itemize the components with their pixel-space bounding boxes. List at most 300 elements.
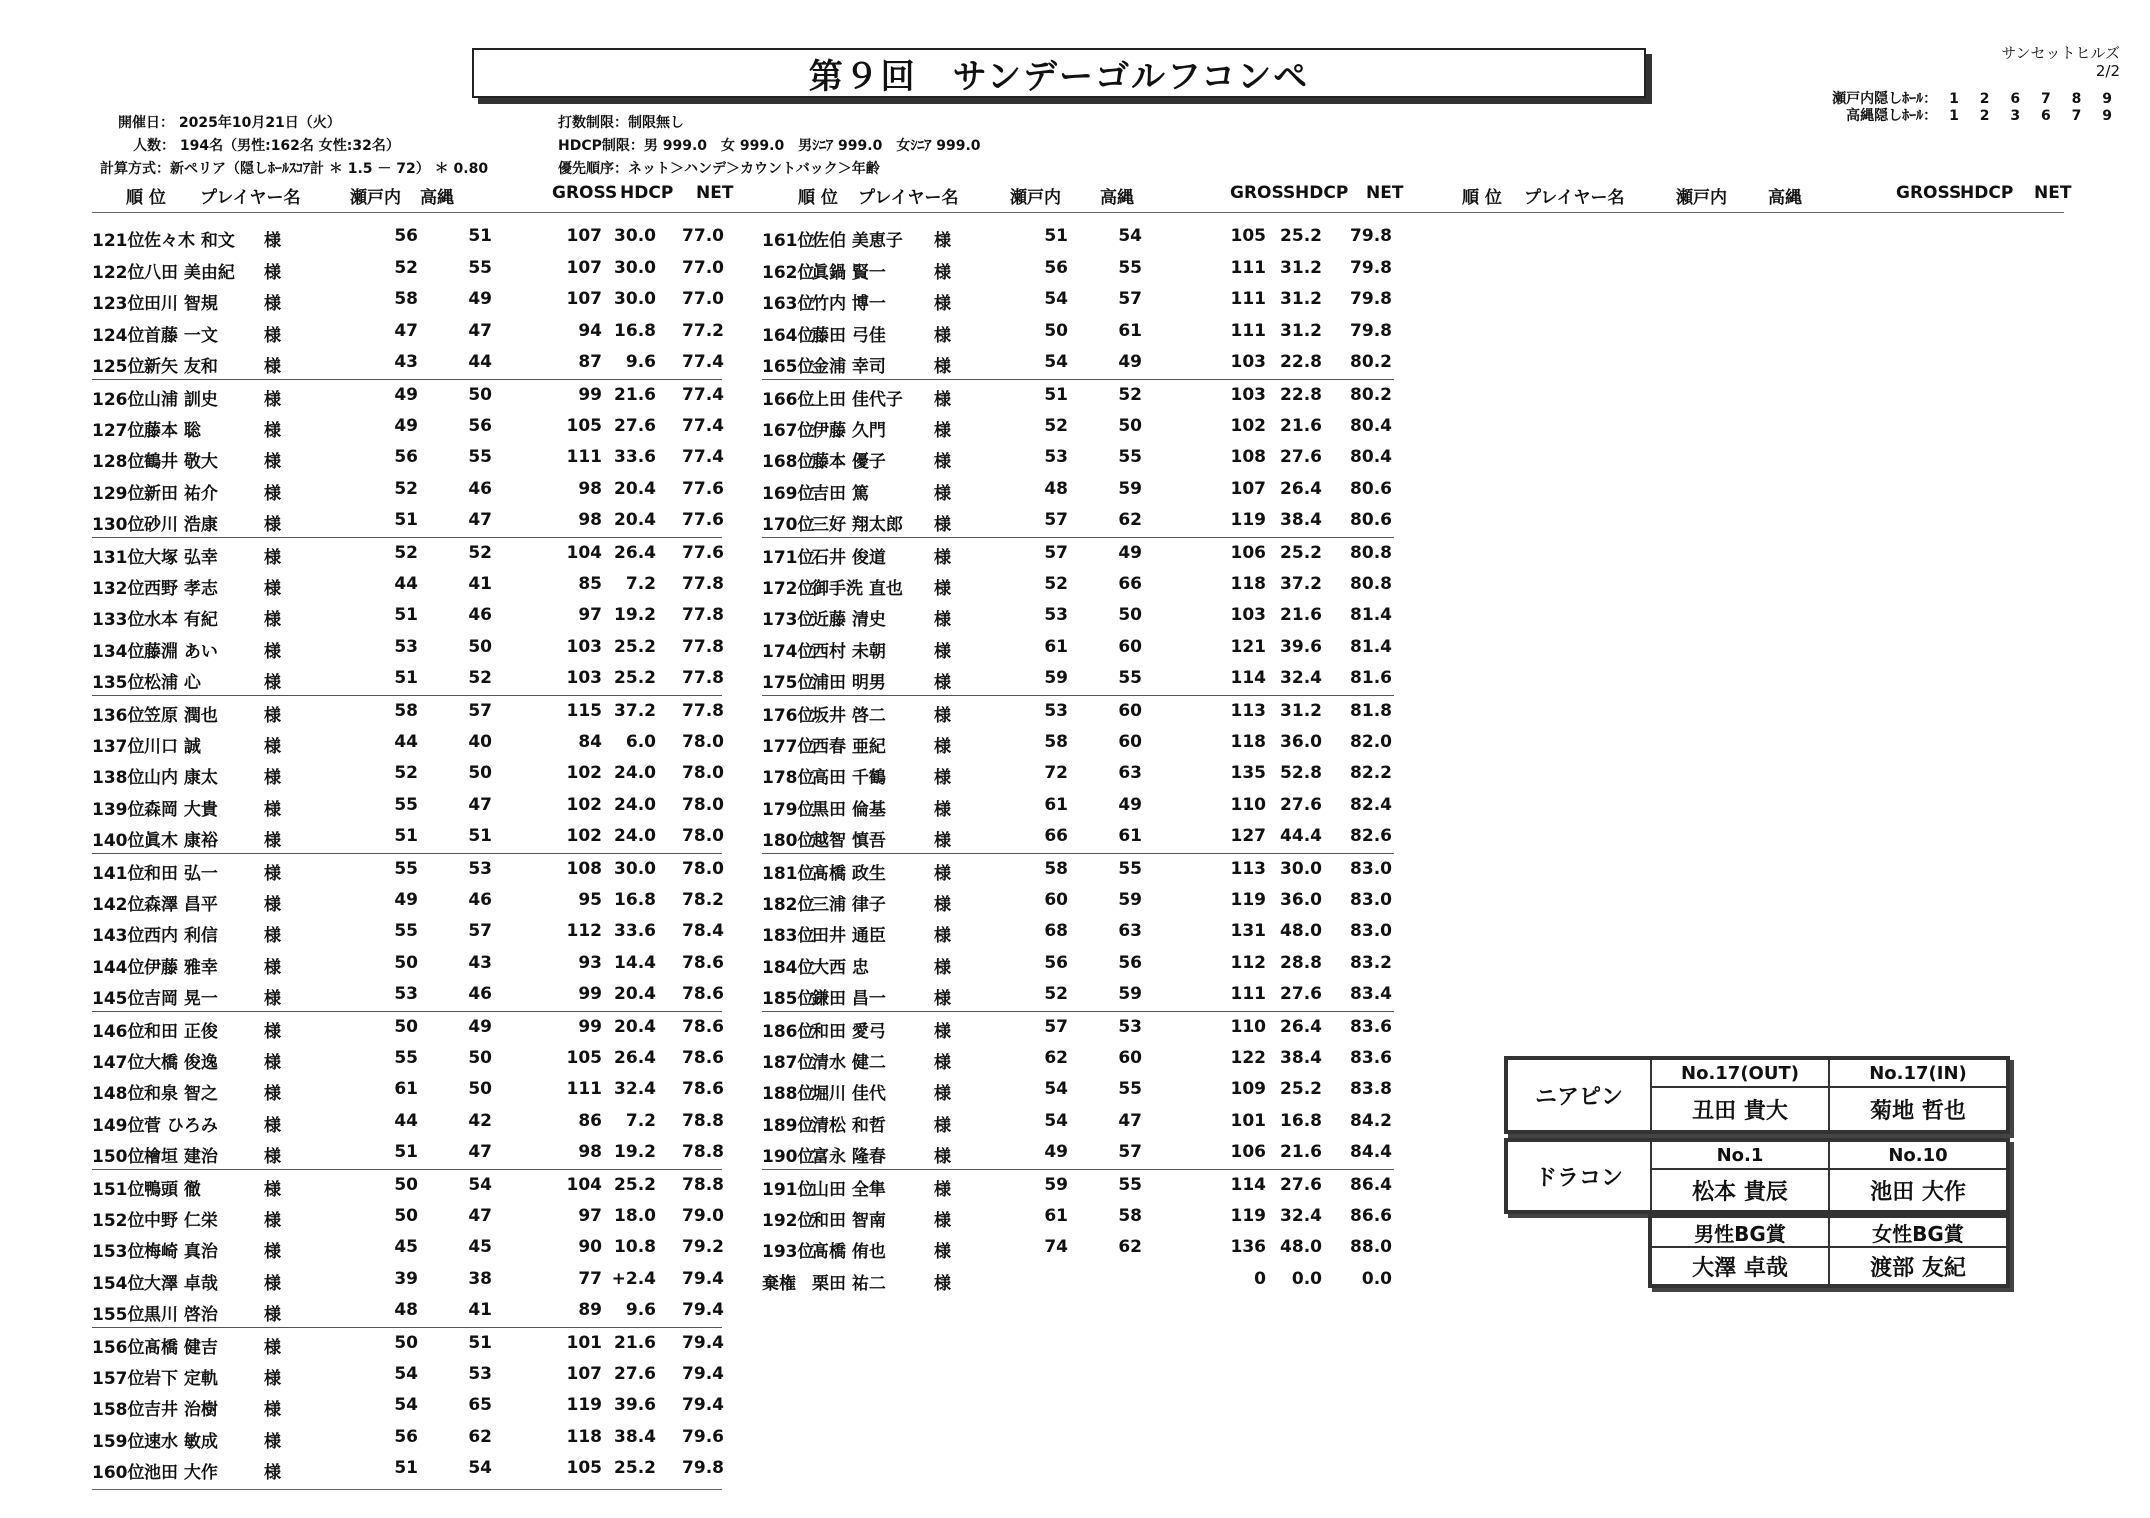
net-cell: 82.4 (1350, 794, 1392, 815)
net-cell: 82.6 (1350, 826, 1392, 847)
header-gross: GROSS (552, 183, 618, 203)
honorific-cell: 様 (934, 926, 951, 947)
net-cell: 79.2 (682, 1237, 724, 1258)
honorific-cell: 様 (934, 390, 951, 410)
course1-score-cell: 58 (394, 289, 418, 310)
hdcp-cell: 27.6 (614, 415, 656, 436)
header-gross: GROSS (1230, 183, 1296, 203)
gross-cell: 119 (1230, 889, 1266, 910)
table-row (92, 284, 722, 314)
net-cell: 83.8 (1350, 1079, 1392, 1100)
hdcp-cell: 22.8 (1280, 385, 1322, 405)
honorific-cell: 様 (264, 1052, 281, 1073)
course2-score-cell: 62 (1118, 510, 1142, 531)
table-row (92, 1422, 722, 1452)
honorific-cell: 様 (934, 1115, 951, 1136)
table-row (92, 727, 722, 757)
honorific-cell: 様 (264, 1084, 281, 1105)
player-name-cell: 藤本 優子 (812, 452, 886, 473)
course1-score-cell: 53 (1044, 701, 1068, 721)
drive-winner-10: 池田 大作 (1829, 1169, 2007, 1211)
player-name-cell: 池田 大作 (144, 1463, 218, 1484)
course2-score-cell: 54 (468, 1458, 492, 1479)
table-row (92, 1359, 722, 1389)
rank-cell: 169位 (762, 483, 815, 504)
bg-header-female: 女性BG賞 (1829, 1217, 2007, 1247)
honorific-cell: 様 (934, 1147, 951, 1168)
player-name-cell: 髙橋 侑也 (812, 1242, 886, 1263)
hdcp-cell: 27.6 (1280, 447, 1322, 468)
net-cell: 83.2 (1350, 952, 1392, 973)
player-name-cell: 森岡 大貴 (144, 799, 218, 820)
course2-score-cell: 51 (468, 226, 492, 246)
player-name-cell: 檜垣 建治 (144, 1147, 218, 1168)
course1-score-cell: 54 (394, 1363, 418, 1384)
course1-score-cell: 53 (1044, 447, 1068, 468)
course2-score-cell: 52 (468, 668, 492, 689)
course1-score-cell: 45 (394, 1237, 418, 1258)
rank-cell: 131位 (92, 548, 145, 568)
rank-cell: 179位 (762, 799, 815, 820)
honorific-cell: 様 (264, 1147, 281, 1168)
net-cell: 78.8 (682, 1110, 724, 1131)
player-name-cell: 首藤 一文 (144, 325, 218, 346)
player-name-cell: 森澤 昌平 (144, 894, 218, 915)
course2-score-cell: 49 (1118, 543, 1142, 563)
bg-prize-table (1648, 1214, 2010, 1288)
course2-score-cell: 42 (468, 1110, 492, 1131)
hdcp-cell: 32.4 (614, 1079, 656, 1100)
honorific-cell: 様 (264, 1463, 281, 1484)
rank-cell: 192位 (762, 1210, 815, 1231)
drive-hole-10: No.10 (1829, 1141, 2007, 1169)
gross-cell: 99 (578, 1017, 602, 1037)
rank-cell: 121位 (92, 231, 145, 251)
rank-cell: 164位 (762, 325, 815, 346)
hdcp-limit: HDCP制限：男 999.0 女 999.0 男ｼﾆｱ 999.0 女ｼﾆｱ 999.0 (558, 138, 981, 154)
table-row (762, 1106, 1394, 1136)
table-row (92, 979, 722, 1009)
net-cell: 78.6 (682, 984, 724, 1005)
drive-contest-table (1504, 1138, 2010, 1214)
table-row (92, 1201, 722, 1231)
header-course2: 高縄 (420, 188, 454, 208)
gross-cell: 112 (1230, 952, 1266, 973)
rank-cell: 144位 (92, 957, 145, 978)
course1-score-cell: 59 (1044, 1175, 1068, 1195)
course2-score-cell: 57 (468, 701, 492, 721)
course2-score-cell: 38 (468, 1268, 492, 1289)
course1-score-cell: 50 (394, 952, 418, 973)
header-player: プレイヤー名 (200, 188, 301, 208)
course1-score-cell: 56 (394, 226, 418, 246)
player-name-cell: 伊藤 雅幸 (144, 957, 218, 978)
rank-cell: 153位 (92, 1242, 145, 1263)
net-cell: 77.4 (682, 447, 724, 468)
net-cell: 77.6 (682, 543, 724, 563)
gross-cell: 118 (566, 1426, 602, 1447)
course1-score-cell: 52 (1044, 415, 1068, 436)
hdcp-cell: 24.0 (614, 763, 656, 784)
hdcp-cell: 25.2 (614, 668, 656, 689)
player-name-cell: 三好 翔太郎 (812, 515, 903, 536)
honorific-cell: 様 (934, 420, 951, 441)
rank-cell: 176位 (762, 706, 815, 726)
header-divider (92, 212, 2064, 213)
net-cell: 77.4 (682, 415, 724, 436)
header-course2: 高縄 (1768, 188, 1802, 208)
table-row (762, 1011, 1394, 1042)
player-name-cell: 吉田 篤 (812, 483, 869, 504)
event-date: 開催日： 2025年10月21日（火） (118, 115, 341, 131)
course1-score-cell: 60 (1044, 889, 1068, 910)
net-cell: 78.6 (682, 1047, 724, 1068)
course1-score-cell: 51 (394, 668, 418, 689)
table-row (762, 979, 1394, 1009)
net-cell: 79.4 (682, 1395, 724, 1416)
honorific-cell: 様 (264, 1273, 281, 1294)
table-row (762, 1137, 1394, 1167)
hdcp-cell: 33.6 (614, 921, 656, 942)
player-name-cell: 石井 俊道 (812, 548, 886, 568)
gross-cell: 111 (566, 1079, 602, 1100)
table-row (762, 790, 1394, 820)
course2-score-cell: 55 (1118, 1079, 1142, 1100)
course1-score-cell: 59 (1044, 668, 1068, 689)
net-cell: 80.6 (1350, 510, 1392, 531)
table-row (762, 253, 1394, 283)
course2-score-cell: 45 (468, 1237, 492, 1258)
net-cell: 77.0 (682, 257, 724, 278)
gross-cell: 105 (1230, 226, 1266, 246)
course1-score-cell: 53 (1044, 605, 1068, 626)
course1-score-cell: 56 (1044, 952, 1068, 973)
course1-score-cell: 50 (394, 1333, 418, 1353)
table-row (92, 632, 722, 662)
table-row (92, 442, 722, 472)
net-cell: 77.8 (682, 701, 724, 721)
table-row (762, 1201, 1394, 1231)
table-row (92, 1453, 722, 1483)
honorific-cell: 様 (264, 1242, 281, 1263)
gross-cell: 107 (566, 226, 602, 246)
rank-cell: 140位 (92, 831, 145, 852)
nearpin-hole-in: No.17(IN) (1829, 1059, 2007, 1087)
rank-cell: 148位 (92, 1084, 145, 1105)
honorific-cell: 様 (934, 452, 951, 473)
hdcp-cell: 32.4 (1280, 668, 1322, 689)
net-cell: 83.6 (1350, 1047, 1392, 1068)
gross-cell: 102 (566, 794, 602, 815)
rank-cell: 141位 (92, 864, 145, 884)
rank-cell: 183位 (762, 926, 815, 947)
player-name-cell: 笠原 潤也 (144, 706, 218, 726)
net-cell: 86.4 (1350, 1175, 1392, 1195)
gross-cell: 102 (566, 826, 602, 847)
player-name-cell: 松浦 心 (144, 673, 201, 694)
rank-cell: 170位 (762, 515, 815, 536)
course2-score-cell: 53 (1118, 1017, 1142, 1037)
hdcp-cell: 32.4 (1280, 1205, 1322, 1226)
table-bottom-line (92, 1489, 722, 1490)
gross-cell: 95 (578, 889, 602, 910)
course2-score-cell: 40 (468, 731, 492, 752)
table-row (92, 853, 722, 884)
player-name-cell: 田井 通臣 (812, 926, 886, 947)
player-name-cell: 水本 有紀 (144, 610, 218, 631)
course2-score-cell: 61 (1118, 320, 1142, 341)
net-cell: 79.4 (682, 1363, 724, 1384)
course2-score-cell: 63 (1118, 921, 1142, 942)
hdcp-cell: 6.0 (625, 731, 656, 752)
rank-cell: 165位 (762, 357, 815, 378)
course2-score-cell: 46 (468, 605, 492, 626)
table-row (762, 632, 1394, 662)
course1-score-cell: 56 (394, 1426, 418, 1447)
course1-score-cell: 56 (394, 447, 418, 468)
hdcp-cell: 38.4 (1280, 1047, 1322, 1068)
net-cell: 80.2 (1350, 352, 1392, 373)
hdcp-cell: 16.8 (614, 320, 656, 341)
honorific-cell: 様 (264, 578, 281, 599)
course1-score-cell: 51 (394, 1142, 418, 1163)
hdcp-cell: 21.6 (1280, 1142, 1322, 1163)
gross-cell: 102 (566, 763, 602, 784)
player-name-cell: 和田 弘一 (144, 864, 218, 884)
gross-cell: 89 (578, 1300, 602, 1321)
player-name-cell: 吉井 治樹 (144, 1400, 218, 1421)
net-cell: 78.0 (682, 731, 724, 752)
hdcp-cell: 25.2 (614, 1458, 656, 1479)
gross-cell: 90 (578, 1237, 602, 1258)
rank-cell: 188位 (762, 1084, 815, 1105)
player-name-cell: 岩下 定軌 (144, 1368, 218, 1389)
gross-cell: 111 (1230, 257, 1266, 278)
player-name-cell: 鴨頭 徹 (144, 1180, 201, 1200)
rank-cell: 125位 (92, 357, 145, 378)
player-name-cell: 大塚 弘幸 (144, 548, 218, 568)
gross-cell: 97 (578, 605, 602, 626)
gross-cell: 98 (578, 510, 602, 531)
player-name-cell: 西内 利信 (144, 926, 218, 947)
table-row (762, 537, 1394, 568)
net-cell: 80.6 (1350, 478, 1392, 499)
course1-score-cell: 53 (394, 984, 418, 1005)
net-cell: 78.2 (682, 889, 724, 910)
header-course1: 瀬戸内 (350, 188, 401, 208)
page-number: 2/2 (2095, 62, 2120, 80)
table-row (762, 347, 1394, 377)
player-name-cell: 竹内 博一 (812, 294, 886, 315)
course2-score-cell: 59 (1118, 889, 1142, 910)
table-row (92, 379, 722, 410)
gross-cell: 111 (1230, 320, 1266, 341)
table-row (92, 347, 722, 377)
honorific-cell: 様 (934, 483, 951, 504)
hdcp-cell: 31.2 (1280, 289, 1322, 310)
net-cell: 83.6 (1350, 1017, 1392, 1037)
hdcp-cell: 27.6 (614, 1363, 656, 1384)
hdcp-cell: 26.4 (614, 543, 656, 563)
honorific-cell: 様 (934, 357, 951, 378)
honorific-cell: 様 (934, 610, 951, 631)
table-row (92, 600, 722, 630)
course1-score-cell: 52 (394, 478, 418, 499)
gross-cell: 118 (1230, 731, 1266, 752)
player-name-cell: 高田 千鶴 (812, 768, 886, 789)
course1-score-cell: 50 (394, 1205, 418, 1226)
gross-cell: 99 (578, 385, 602, 405)
rank-cell: 138位 (92, 768, 145, 789)
course1-score-cell: 66 (1044, 826, 1068, 847)
course1-score-cell: 55 (394, 859, 418, 879)
hdcp-cell: 36.0 (1280, 889, 1322, 910)
course1-score-cell: 50 (394, 1017, 418, 1037)
player-name-cell: 砂川 浩康 (144, 515, 218, 536)
table-row (92, 1169, 722, 1200)
table-row (92, 885, 722, 915)
hdcp-cell: 25.2 (614, 636, 656, 657)
course1-score-cell: 52 (394, 257, 418, 278)
honorific-cell: 様 (264, 515, 281, 536)
header-hdcp: HDCP (620, 183, 674, 203)
course1-score-cell: 51 (1044, 385, 1068, 405)
net-cell: 78.6 (682, 1079, 724, 1100)
player-name-cell: 和田 正俊 (144, 1022, 218, 1042)
gross-cell: 108 (1230, 447, 1266, 468)
rank-cell: 127位 (92, 420, 145, 441)
hdcp-cell: 31.2 (1280, 701, 1322, 721)
gross-cell: 101 (566, 1333, 602, 1353)
table-row (92, 916, 722, 946)
gross-cell: 122 (1230, 1047, 1266, 1068)
course2-score-cell: 50 (468, 763, 492, 784)
gross-cell: 94 (578, 320, 602, 341)
course1-score-cell: 58 (1044, 859, 1068, 879)
course2-score-cell: 49 (468, 1017, 492, 1037)
rank-cell: 147位 (92, 1052, 145, 1073)
rank-cell: 棄権 (762, 1273, 796, 1294)
rank-cell: 126位 (92, 390, 145, 410)
net-cell: 78.6 (682, 952, 724, 973)
rank-cell: 157位 (92, 1368, 145, 1389)
course2-score-cell: 50 (1118, 605, 1142, 626)
course2-score-cell: 46 (468, 984, 492, 1005)
rank-cell: 122位 (92, 262, 145, 283)
table-row (92, 1043, 722, 1073)
participant-count: 人数： 194名（男性:162名 女性:32名） (133, 138, 400, 154)
hdcp-cell: 30.0 (614, 257, 656, 278)
net-cell: 80.8 (1350, 543, 1392, 563)
rank-cell: 191位 (762, 1180, 815, 1200)
calc-method: 計算方式：新ペリア（隠しﾎｰﾙｽｺｱ計 ＊ 1.5 － 72） ＊ 0.80 (100, 161, 489, 177)
honorific-cell: 様 (934, 736, 951, 757)
player-name-cell: 黒川 啓治 (144, 1305, 218, 1326)
net-cell: 79.8 (1350, 226, 1392, 246)
course2-score-cell: 66 (1118, 573, 1142, 594)
gross-cell: 113 (1230, 701, 1266, 721)
course2-score-cell: 47 (468, 320, 492, 341)
net-cell: 83.0 (1350, 889, 1392, 910)
course2-score-cell: 51 (468, 1333, 492, 1353)
hdcp-cell: 21.6 (614, 385, 656, 405)
hidden-holes-list: 1 2 3 6 7 9 (1949, 108, 2120, 124)
course2-score-cell: 50 (468, 636, 492, 657)
net-cell: 77.8 (682, 668, 724, 689)
player-name-cell: 佐々木 和文 (144, 231, 235, 251)
net-cell: 79.8 (1350, 289, 1392, 310)
rank-cell: 180位 (762, 831, 815, 852)
rank-cell: 177位 (762, 736, 815, 757)
course2-score-cell: 52 (1118, 385, 1142, 405)
net-cell: 77.4 (682, 385, 724, 405)
header-net: NET (696, 183, 734, 203)
hdcp-cell: 16.8 (614, 889, 656, 910)
player-name-cell: 速水 敏成 (144, 1431, 218, 1452)
table-row (92, 253, 722, 283)
hdcp-cell: 20.4 (614, 510, 656, 531)
gross-cell: 85 (578, 573, 602, 594)
net-cell: 88.0 (1350, 1237, 1392, 1258)
honorific-cell: 様 (264, 799, 281, 820)
table-row (92, 221, 722, 251)
net-cell: 79.8 (1350, 257, 1392, 278)
course1-score-cell: 51 (394, 605, 418, 626)
table-row (762, 1264, 1394, 1294)
header-player: プレイヤー名 (1524, 188, 1625, 208)
hdcp-cell: 20.4 (614, 478, 656, 499)
table-row (762, 474, 1394, 504)
priority-order: 優先順序：ネット＞ハンデ＞カウントバック＞年齢 (558, 161, 880, 177)
course1-score-cell: 55 (394, 921, 418, 942)
hdcp-cell: 31.2 (1280, 320, 1322, 341)
honorific-cell: 様 (934, 768, 951, 789)
gross-cell: 110 (1230, 1017, 1266, 1037)
rank-cell: 145位 (92, 989, 145, 1010)
rank-cell: 186位 (762, 1022, 815, 1042)
table-row (762, 727, 1394, 757)
gross-cell: 119 (1230, 510, 1266, 531)
page-title: 第９回 サンデーゴルフコンペ (472, 48, 1646, 98)
course2-score-cell: 41 (468, 573, 492, 594)
course1-score-cell: 54 (394, 1395, 418, 1416)
player-name-cell: 山内 康太 (144, 768, 218, 789)
player-name-cell: 藤本 聡 (144, 420, 201, 441)
net-cell: 77.0 (682, 226, 724, 246)
rank-cell: 162位 (762, 262, 815, 283)
course2-score-cell: 47 (468, 794, 492, 815)
gross-cell: 107 (566, 257, 602, 278)
net-cell: 86.6 (1350, 1205, 1392, 1226)
table-row (92, 505, 722, 535)
bg-winner-female: 渡部 友紀 (1829, 1247, 2007, 1285)
honorific-cell: 様 (264, 1431, 281, 1452)
honorific-cell: 様 (264, 1368, 281, 1389)
course2-score-cell: 50 (468, 1079, 492, 1100)
hdcp-cell: 26.4 (614, 1047, 656, 1068)
course2-score-cell: 54 (1118, 226, 1142, 246)
hdcp-cell: 9.6 (625, 352, 656, 373)
player-name-cell: 梅崎 真治 (144, 1242, 218, 1263)
honorific-cell: 様 (934, 515, 951, 536)
course1-score-cell: 61 (1044, 1205, 1068, 1226)
player-name-cell: 佐伯 美恵子 (812, 231, 903, 251)
course1-score-cell: 57 (1044, 543, 1068, 563)
gross-cell: 105 (566, 1047, 602, 1068)
honorific-cell: 様 (934, 231, 951, 251)
player-name-cell: 金浦 幸司 (812, 357, 886, 378)
course1-score-cell: 61 (1044, 636, 1068, 657)
